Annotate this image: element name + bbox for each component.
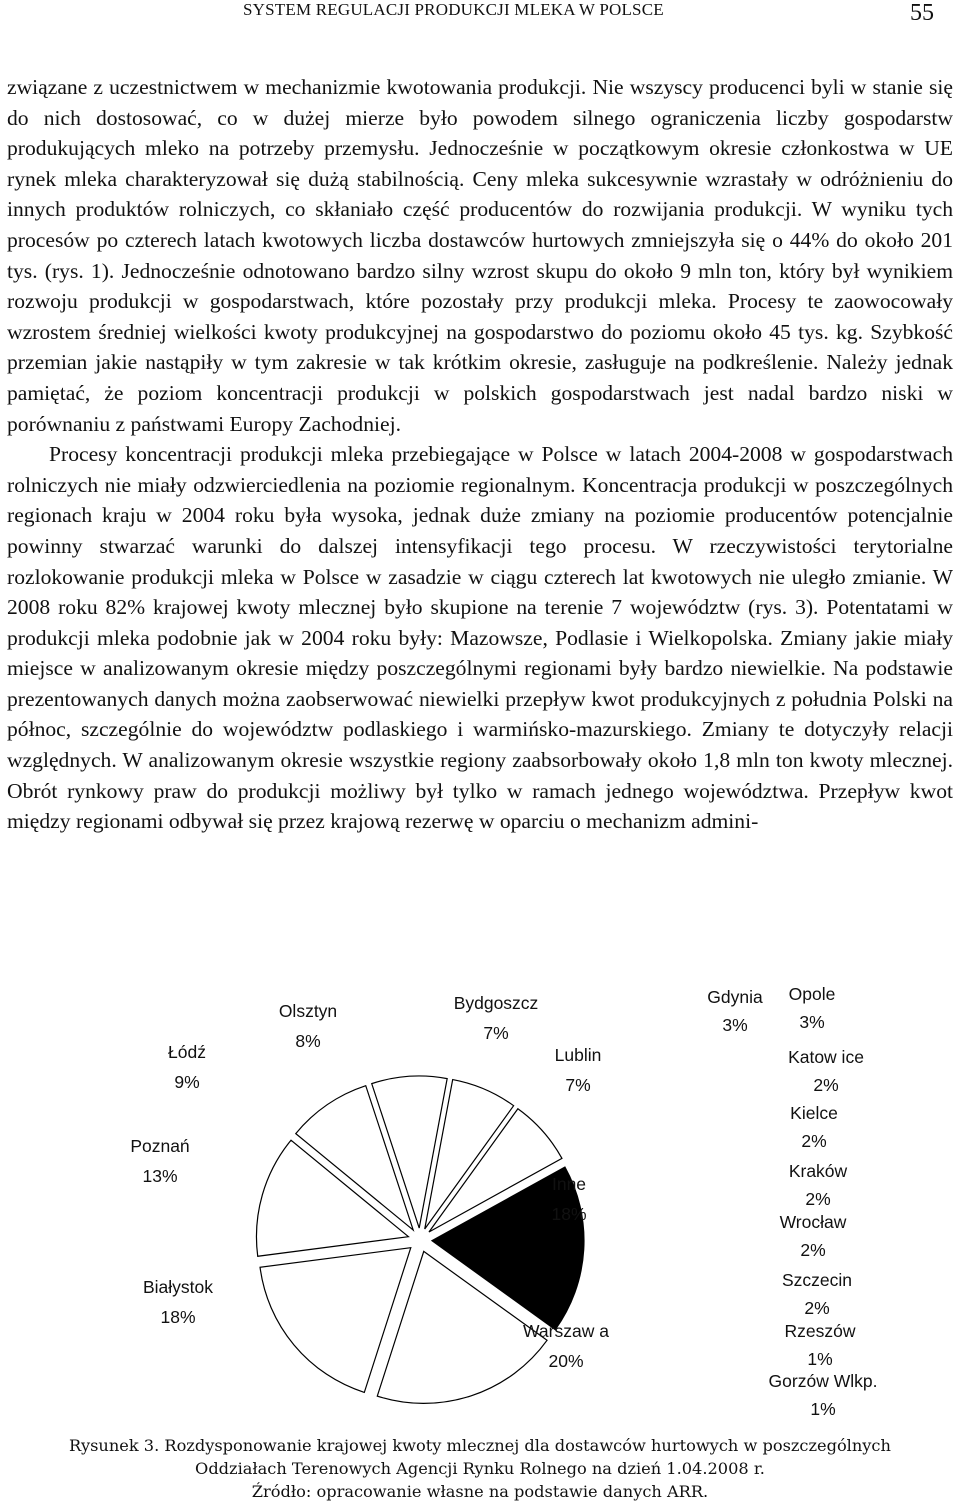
- caption-line-3: Źródło: opracowanie własne na podstawie danych ARR.: [251, 1482, 709, 1501]
- slice-label-poznan: Poznań: [130, 1136, 190, 1156]
- slice-value-poznan: 13%: [142, 1166, 178, 1186]
- breakdown-label-szczecin: Szczecin: [781, 1270, 853, 1290]
- breakdown-value-szczecin: 2%: [804, 1298, 830, 1318]
- breakdown-label-kielce: Kielce: [790, 1103, 838, 1123]
- inne-breakdown-labels: [707, 984, 877, 1415]
- slice-label-inne: Inne: [551, 1174, 587, 1194]
- slice-label-lodz: Łódź: [168, 1042, 206, 1062]
- running-title: SYSTEM REGULACJI PRODUKCJI MLEKA W POLSCE: [243, 0, 664, 19]
- paragraph-2: Procesy koncentracji produkcji mleka przebiegające w Polsce w latach 2004-2008 w gospodarstwach rolniczych nie miały odzwierciedlenia na poziomie regionalnym. Koncentracja produkcji w poszczególnych regionach kraju w 2004 roku była wysoka, jednak duże zmiany na poziomie producentów potencjalnie powinny stwarzać warunki do dalszej intensyfikacji tego procesu. W rzeczywistości terytorialne rozlokowanie produkcji mleka w Polsce w zasadzie w ciągu czterech lat kwotowych nie uległo zmianie. W 2008 roku 82% krajowej kwoty mlecznej było skupione na terenie 7 województw (rys. 3). Potentatami w produkcji mleka podobnie jak w 2004 roku były: Mazowsze, Podlasie i Wielkopolska. Zmiany jakie miały miejsce w analizowanym okresie między poszczególnymi regionami były bardzo niewielkie. Na podstawie prezentowanych danych można zaobserwować niewielki przepływ kwot produkcyjnych z południa Polski na północ, szczególnie do województw podlaskiego i warmińsko-mazurskiego. Zmiany te dotyczyły relacji względnych. W analizowanym okresie wszystkie regiony zaabsorbowały około 1,8 mln ton kwoty mlecznej. Obrót rynkowy praw do produkcji możliwy był tylko w ramach jednego województwa. Przepływ kwot między regionami odbywał się przez krajową rezerwę w oparciu o mechanizm admini-: [7, 442, 953, 834]
- breakdown-value-krakow: 2%: [805, 1189, 831, 1209]
- article-body: [7, 72, 953, 837]
- breakdown-label-krakow: Kraków: [788, 1161, 848, 1181]
- breakdown-value-katow-ice: 2%: [813, 1075, 839, 1095]
- breakdown-value-gdynia: 3%: [722, 1015, 748, 1035]
- caption-line-1: Rysunek 3. Rozdysponowanie krajowej kwoty mlecznej dla dostawców hurtowych w poszczególnych: [69, 1436, 891, 1455]
- breakdown-label-gdynia: Gdynia: [707, 987, 763, 1007]
- slice-label-warszaw-a: Warszaw a: [523, 1321, 609, 1341]
- breakdown-label-gorzow-wlkp: Gorzów Wlkp.: [768, 1371, 878, 1391]
- caption-line-2: Oddziałach Terenowych Agencji Rynku Rolnego na dzień 1.04.2008 r.: [195, 1459, 765, 1478]
- slice-value-lodz: 9%: [174, 1072, 200, 1092]
- pie-slices: [256, 1076, 587, 1403]
- breakdown-value-opole: 3%: [799, 1012, 825, 1032]
- breakdown-value-gorzow-wlkp: 1%: [810, 1399, 836, 1415]
- breakdown-label-katow-ice: Katow ice: [788, 1047, 864, 1067]
- slice-value-warszaw-a: 20%: [548, 1351, 584, 1371]
- page-number: 55: [910, 0, 934, 26]
- breakdown-value-rzeszow: 1%: [807, 1349, 833, 1369]
- breakdown-label-rzeszow: Rzeszów: [784, 1321, 856, 1341]
- slice-value-olsztyn: 8%: [295, 1031, 321, 1051]
- slice-value-lublin: 7%: [565, 1075, 591, 1095]
- quota-pie-chart: [0, 975, 960, 1415]
- slice-label-bydgoszcz: Bydgoszcz: [453, 993, 539, 1013]
- slice-label-bialystok: Białystok: [142, 1277, 214, 1297]
- figure-caption: [8, 1434, 952, 1503]
- slice-value-bydgoszcz: 7%: [483, 1023, 509, 1043]
- slice-label-lublin: Lublin: [554, 1045, 602, 1065]
- breakdown-label-wroclaw: Wrocław: [779, 1212, 847, 1232]
- slice-value-bialystok: 18%: [160, 1307, 196, 1327]
- breakdown-label-opole: Opole: [788, 984, 836, 1004]
- paragraph-1: związane z uczestnictwem w mechanizmie kwotowania produkcji. Nie wszyscy producenci byli w stanie się do nich dostosować, co w dużej mierze było powodem silnego ograniczenia liczby gospodarstw produkujących mleko na potrzeby przemysłu. Jednocześnie w początkowym okresie członkostwa w UE rynek mleka charakteryzował się dużą stabilnością. Ceny mleka sukcesywnie wzrastały w odróżnieniu do innych produktów rolniczych, co skłaniało część producentów do rozwijania produkcji. W wyniku tych procesów po czterech latach kwotowych liczba dostawców hurtowych zmniejszyła się o 44% do około 201 tys. (rys. 1). Jednocześnie odnotowano bardzo silny wzrost skupu do około 9 mln ton, który był wynikiem rozwoju produkcji w gospodarstwach, które pozostały przy produkcji mleka. Procesy te zaowocowały wzrostem średniej wielkości kwoty produkcyjnej na gospodarstwo do poziomu około 45 tys. kg. Szybkość przemian jakie nastąpiły w tym zakresie w tak krótkim okresie, zasługuje na podkreślenie. Należy jednak pamiętać, że poziom koncentracji produkcji w polskich gospodarstwach jest nadal bardzo niski w porównaniu z państwami Europy Zachodniej.: [7, 75, 953, 436]
- slice-value-inne: 18%: [551, 1204, 587, 1224]
- slice-label-olsztyn: Olsztyn: [278, 1001, 338, 1021]
- breakdown-value-wroclaw: 2%: [800, 1240, 826, 1260]
- breakdown-value-kielce: 2%: [801, 1131, 827, 1151]
